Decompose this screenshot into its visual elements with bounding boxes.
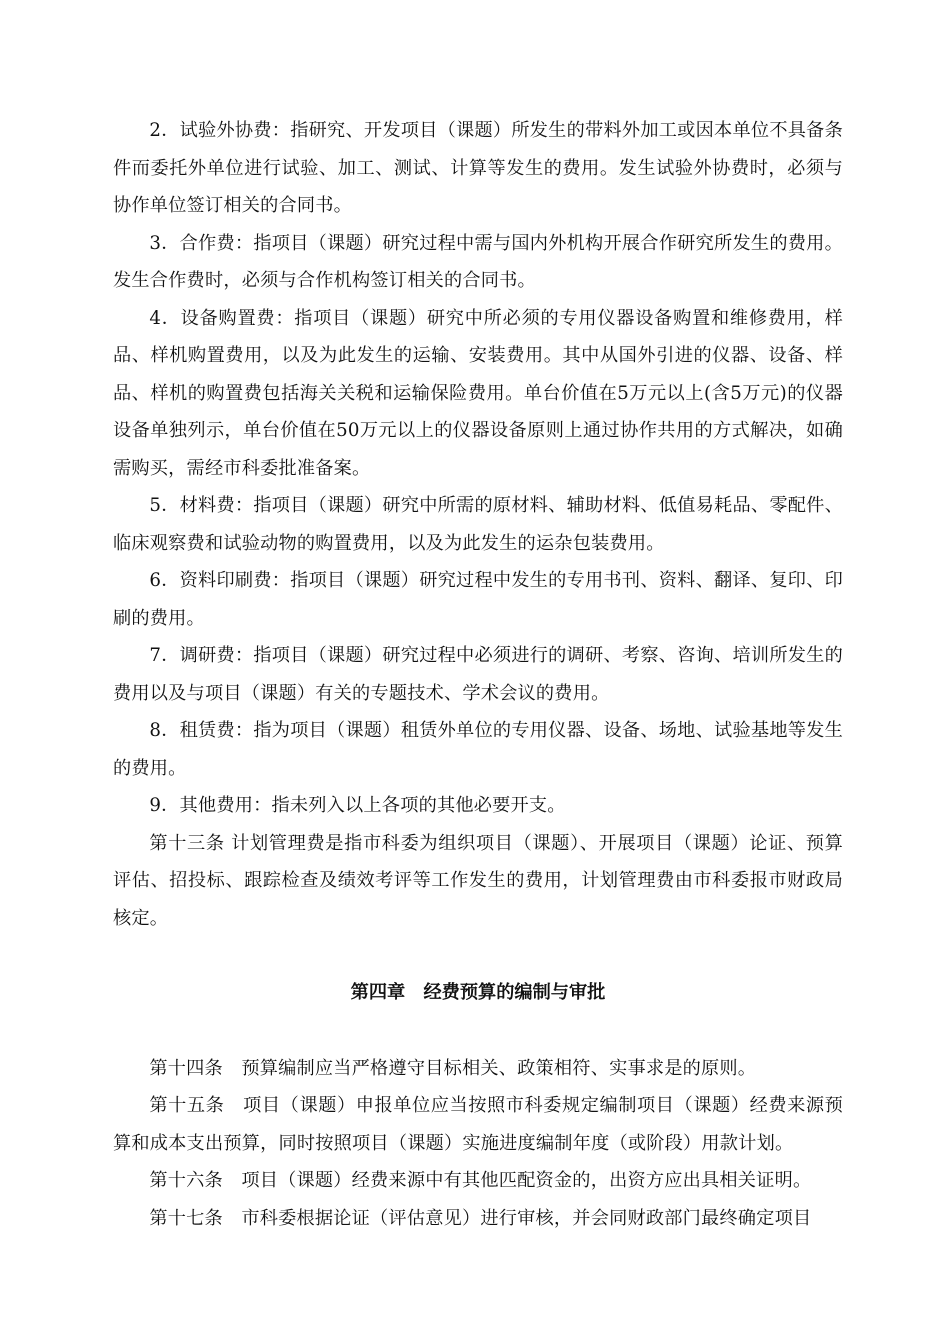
paragraph-item-5: 5．材料费：指项目（课题）研究中所需的原材料、辅助材料、低值易耗品、零配件、临床观察费和试验动物的购置费用，以及为此发生的运杂包装费用。 (113, 495, 843, 554)
chapter-title: 经费预算的编制与审批 (423, 982, 606, 1003)
chapter-heading (113, 937, 843, 1050)
article-14: 第十四条 预算编制应当严格遵守目标相关、政策相符、实事求是的原则。 (149, 1057, 757, 1079)
paragraph-item-8: 8．租赁费：指为项目（课题）租赁外单位的专用仪器、设备、场地、试验基地等发生的费用。 (113, 720, 843, 779)
article-15: 第十五条 项目（课题）申报单位应当按照市科委规定编制项目（课题）经费来源预算和成本支出预算，同时按照项目（课题）实施进度编制年度（或阶段）用款计划。 (113, 1095, 843, 1154)
chapter-number: 第四章 (350, 982, 406, 1003)
paragraph-item-2: 2．试验外协费：指研究、开发项目（课题）所发生的带料外加工或因本单位不具备条件而委托外单位进行试验、加工、测试、计算等发生的费用。发生试验外协费时，必须与协作单位签订相关的合同书。 (113, 120, 843, 216)
article-17: 第十七条 市科委根据论证（评估意见）进行审核，并会同财政部门最终确定项目 (149, 1207, 812, 1229)
document-page (113, 112, 843, 1237)
paragraph-item-4: 4．设备购置费：指项目（课题）研究中所必须的专用仪器设备购置和维修费用，样品、样机购置费用，以及为此发生的运输、安装费用。其中从国外引进的仪器、设备、样品、样机的购置费包括海关关税和运输保险费用。单台价值在5万元以上(含5万元)的仪器设备单独列示，单台价值在50万元以上的仪器设备原则上通过协作共用的方式解决，如确需购买，需经市科委批准备案。 (113, 307, 843, 479)
article-13: 第十三条 计划管理费是指市科委为组织项目（课题）、开展项目（课题）论证、预算评估、招投标、跟踪检查及绩效考评等工作发生的费用，计划管理费由市科委报市财政局核定。 (113, 832, 843, 929)
paragraph-item-7: 7．调研费：指项目（课题）研究过程中必须进行的调研、考察、咨询、培训所发生的费用以及与项目（课题）有关的专题技术、学术会议的费用。 (113, 645, 843, 704)
paragraph-item-9: 9．其他费用：指未列入以上各项的其他必要开支。 (149, 795, 566, 816)
article-16: 第十六条 项目（课题）经费来源中有其他匹配资金的，出资方应出具相关证明。 (149, 1170, 812, 1191)
paragraph-item-3: 3．合作费：指项目（课题）研究过程中需与国内外机构开展合作研究所发生的费用。发生合作费时，必须与合作机构签订相关的合同书。 (113, 232, 843, 291)
paragraph-item-6: 6．资料印刷费：指项目（课题）研究过程中发生的专用书刊、资料、翻译、复印、印刷的费用。 (113, 570, 843, 629)
